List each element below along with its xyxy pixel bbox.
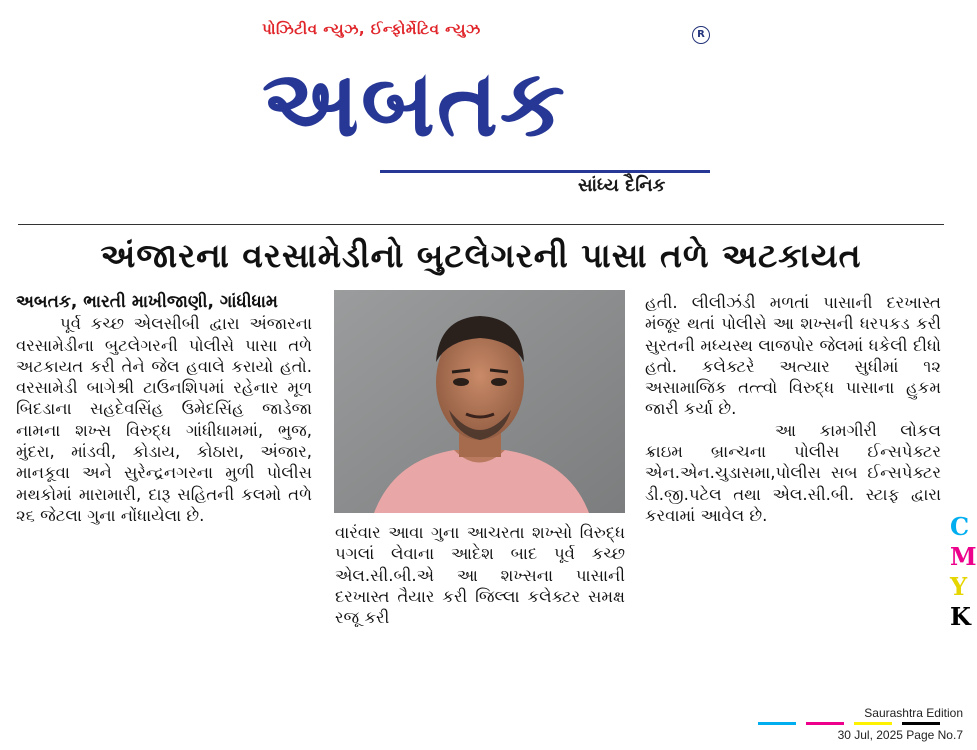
newspaper-logo: અબતક <box>262 50 567 157</box>
logo-underline <box>380 170 710 173</box>
color-bar-black <box>902 722 940 725</box>
page-info: 30 Jul, 2025 Page No.7 <box>837 728 963 742</box>
cmyk-y: Y <box>950 572 968 601</box>
edition-label: Saurashtra Edition <box>864 706 963 720</box>
article-text-col1: પૂર્વ કચ્છ એલસીબી દ્વારા અંજારના વરસામેડીના બુટલેગરની પોલીસે પાસા તળે અટકાયત કરી તેને જેલ હવાલે કરાયો હતો. વરસામેડી બાગેશ્રી ટાઉનશિપમાં રહેનાર મૂળ બિદડાના સહદેવસિંહ ઉમેદસિંહ જાડેજા નામના શખ્સ વિરુદ્ધ ગાંધીધામમાં, ભુજ, મુંદરા, માંડવી, કોડાય, કોઠારા, અંજાર, માનકૂવા અને સુરેન્દ્રનગરના મુળી પોલીસ મથકોમાં મારામારી, દારૂ સહિતની કલમો તળે ૨૬ જેટલા ગુના નોંધાયેલા છે. <box>16 314 312 525</box>
article-dateline: અબતક, ભારતી માખીજાણી, ગાંધીધામ <box>16 292 278 312</box>
color-bar-yellow <box>854 722 892 725</box>
cmyk-c: C <box>950 512 970 541</box>
person-photo-icon <box>334 290 625 513</box>
article-headline: અંજારના વરસામેડીનો બુટલેગરની પાસા તળે અટકાયત <box>100 236 862 275</box>
article-column-3 <box>645 292 941 526</box>
cmyk-registration-marks <box>950 512 977 632</box>
color-bar-cyan <box>758 722 796 725</box>
cmyk-m: M <box>950 542 977 571</box>
article-text-col3-p1: હતી. લીલીઝંડી મળતાં પાસાની દરખાસ્ત મંજૂર થતાં પોલીસે આ શખ્સની ધરપકડ કરી સુરતની મધ્યસ્થ લાજપોર જેલમાં ધકેલી દીધો હતો. કલેક્ટરે અત્યાર સુધીમાં ૧૨ અસામાજિક તત્ત્વો વિરુદ્ધ પાસાના હુકમ જારી કર્યા છે. <box>645 293 941 419</box>
registered-mark-icon: R <box>692 26 710 44</box>
article-column-1 <box>16 292 312 526</box>
masthead-tagline: પોઝિટીવ ન્યુઝ, ઈન્ફોર્મેટિવ ન્યુઝ <box>262 20 481 38</box>
headline-top-rule <box>18 224 944 225</box>
color-bar-magenta <box>806 722 844 725</box>
article-column-2 <box>335 522 625 628</box>
article-text-col2: વારંવાર આવા ગુના આચરતા શખ્સો વિરુદ્ધ પગલાં લેવાના આદેશ બાદ પૂર્વ કચ્છ એલ.સી.બી.એ આ શખ્સના પાસાની દરખાસ્ત તૈયાર કરી જિલ્લા કલેક્ટર સમક્ષ રજૂ કરી <box>335 523 625 628</box>
article-photo <box>334 290 625 513</box>
article-text-col3-p2: આ કામગીરી લોકલ ક્રાઇમ બ્રાન્ચના પોલીસ ઈન્સપેક્ટર એન.એન.ચુડાસમા,પોલીસ સબ ઈન્સપેક્ટર ડી.જી.પટેલ તથા એલ.સી.બી. સ્ટાફ દ્વારા કરવામાં આવેલ છે. <box>645 420 941 525</box>
masthead-subtitle: સાંધ્ય દૈનિક <box>578 175 666 196</box>
cmyk-k: K <box>950 602 971 631</box>
